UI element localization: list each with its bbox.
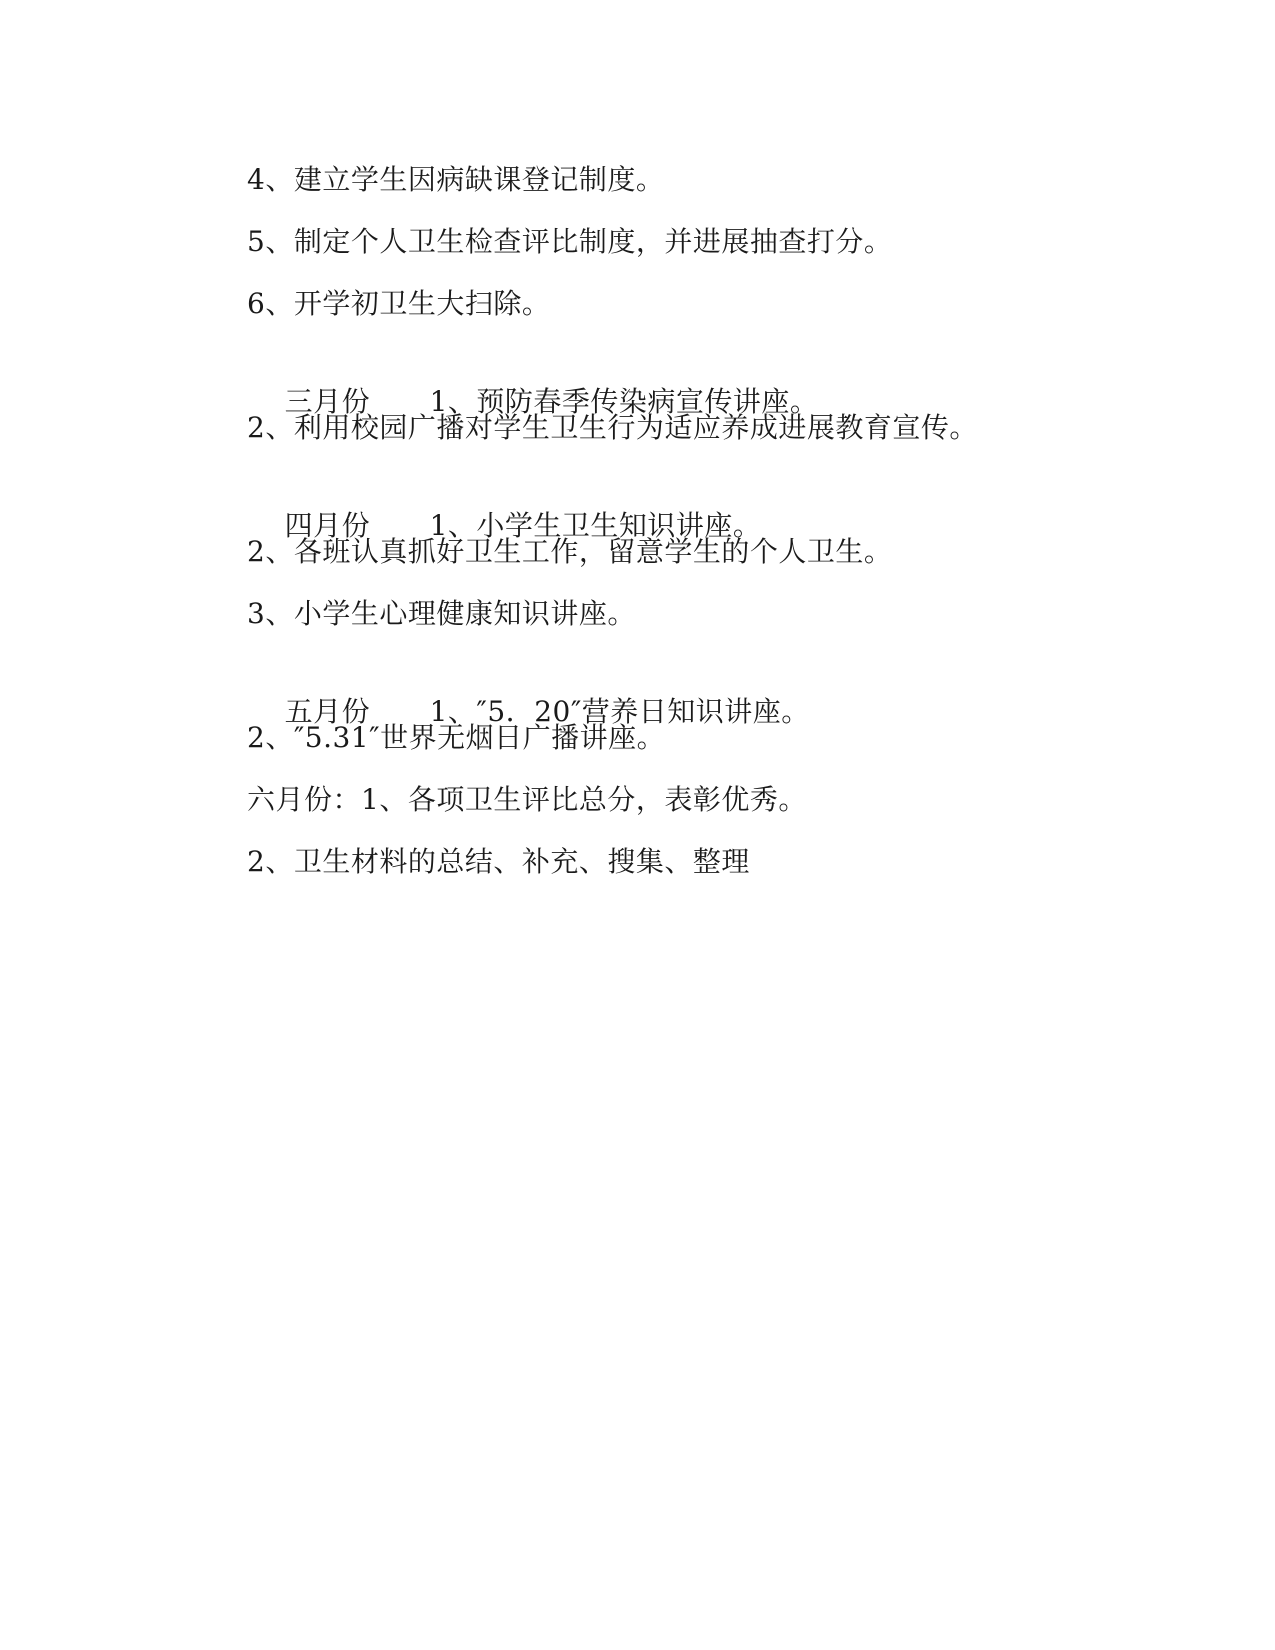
line-item-april-3: 3、小学生心理健康知识讲座。 bbox=[247, 597, 636, 630]
month-item: 1、″5．20″营养日知识讲座。 bbox=[429, 695, 810, 728]
line-item-april-2: 2、各班认真抓好卫生工作，留意学生的个人卫生。 bbox=[247, 535, 893, 568]
line-item-6: 6、开学初卫生大扫除。 bbox=[247, 287, 551, 320]
line-item-4: 4、建立学生因病缺课登记制度。 bbox=[247, 163, 665, 196]
month-label: 三月份 bbox=[284, 385, 371, 418]
month-item: 1、预防春季传染病宣传讲座。 bbox=[429, 385, 819, 418]
month-label: 四月份 bbox=[284, 509, 371, 542]
month-line-june: 六月份：1、各项卫生评比总分，表彰优秀。 bbox=[247, 783, 807, 816]
month-label: 五月份 bbox=[284, 695, 371, 728]
line-item-may-2: 2、″5.31″世界无烟日广播讲座。 bbox=[247, 721, 666, 754]
line-item-5: 5、制定个人卫生检查评比制度，并进展抽查打分。 bbox=[247, 225, 893, 258]
line-item-june-2: 2、卫生材料的总结、补充、搜集、整理 bbox=[247, 845, 750, 878]
month-item: 1、小学生卫生知识讲座。 bbox=[429, 509, 762, 542]
line-item-march-2: 2、利用校园广播对学生卫生行为适应养成进展教育宣传。 bbox=[247, 411, 978, 444]
